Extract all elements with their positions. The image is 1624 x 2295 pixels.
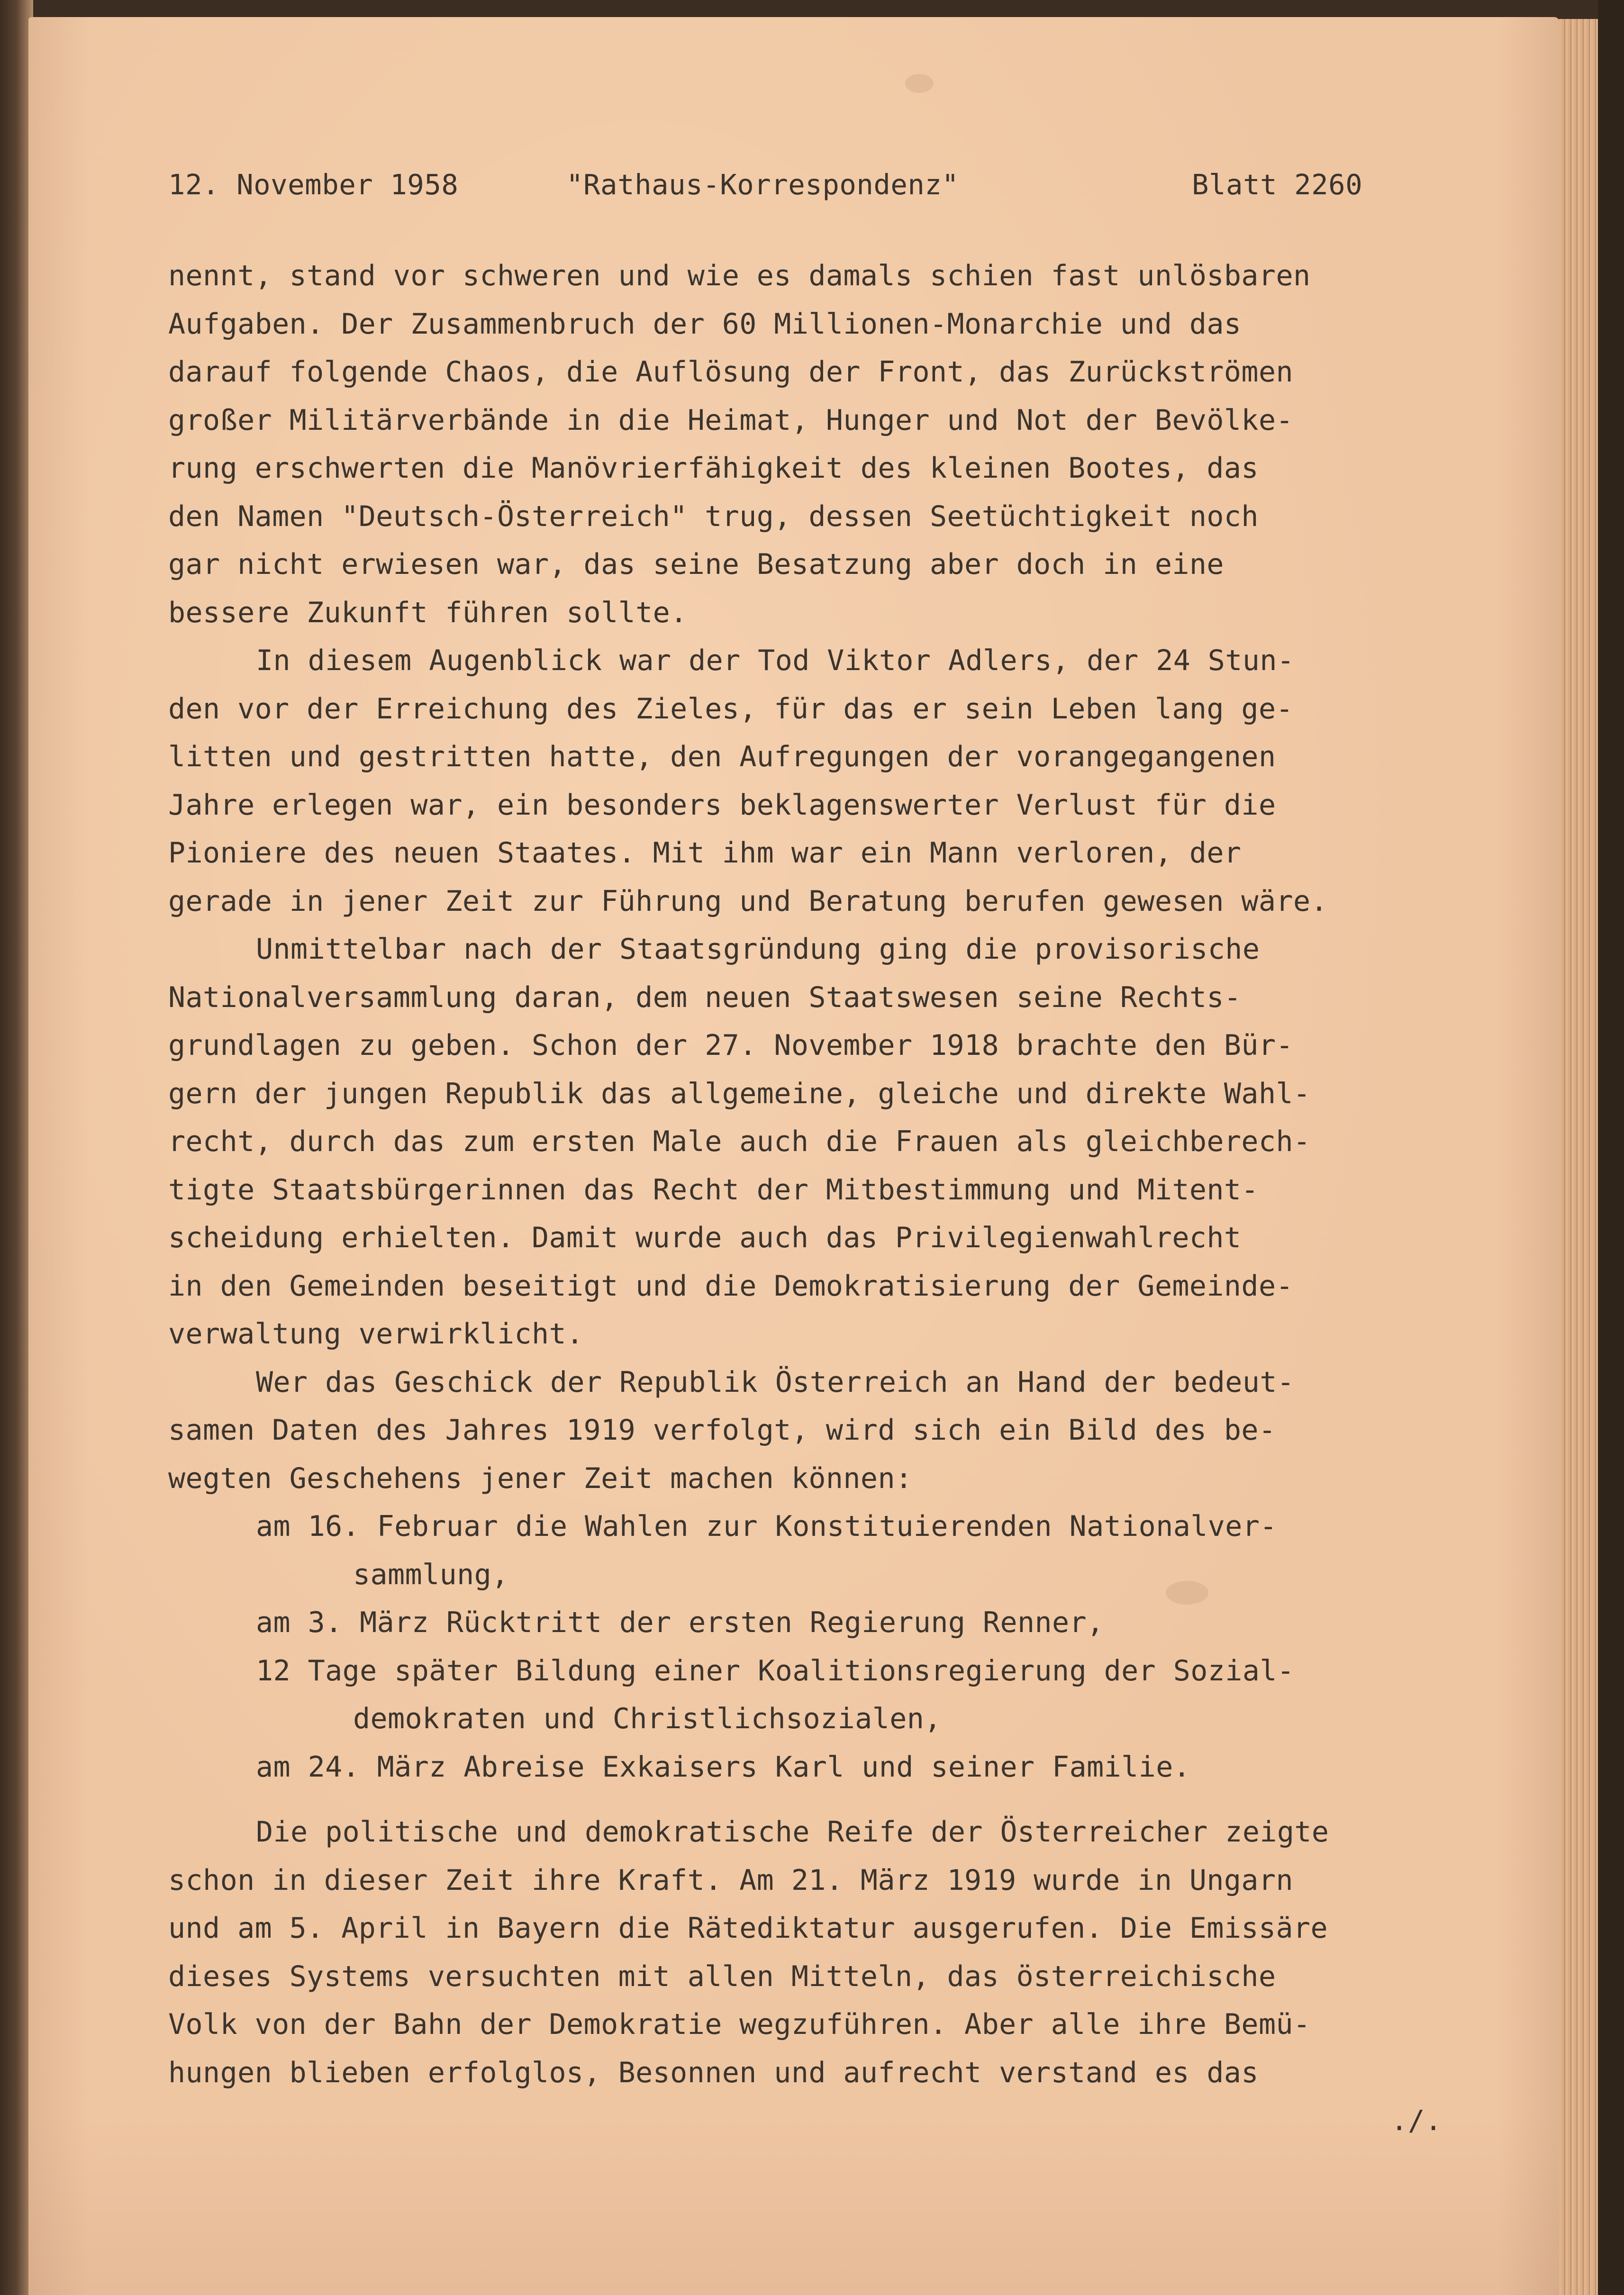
text-line: Die politische und demokratische Reife der Österreicher zeigte bbox=[256, 1815, 1329, 1849]
paragraph-1 bbox=[168, 252, 1486, 637]
text-line: hungen blieben erfolglos, Besonnen und aufrecht verstand es das bbox=[168, 2056, 1259, 2089]
text-line: großer Militärverbände in die Heimat, Hunger und Not der Bevölke- bbox=[168, 403, 1293, 437]
page-header bbox=[168, 168, 1400, 211]
text-line: den vor der Erreichung des Zieles, für das er sein Leben lang ge- bbox=[168, 692, 1293, 726]
text-line: recht, durch das zum ersten Male auch die Frauen als gleichberech- bbox=[168, 1125, 1311, 1158]
text-line: gern der jungen Republik das allgemeine, gleiche und direkte Wahl- bbox=[168, 1077, 1311, 1110]
text-line: Aufgaben. Der Zusammenbruch der 60 Millionen-Monarchie und das bbox=[168, 307, 1242, 341]
text-line: Unmittelbar nach der Staatsgründung ging die provisorische bbox=[256, 933, 1260, 966]
text-line: Nationalversammlung daran, dem neuen Staatswesen seine Rechts- bbox=[168, 980, 1242, 1014]
text-line: Volk von der Bahn der Demokratie wegzuführen. Aber alle ihre Bemü- bbox=[168, 2008, 1311, 2041]
text-line: Wer das Geschick der Republik Österreich an Hand der bedeut- bbox=[256, 1365, 1295, 1399]
header-sheet-number: Blatt 2260 bbox=[1192, 168, 1363, 201]
text-line: tigte Staatsbürgerinnen das Recht der Mitbestimmung und Mitent- bbox=[168, 1173, 1259, 1206]
list-item-continuation: demokraten und Christlichsozialen, bbox=[353, 1702, 942, 1735]
scan-background-right bbox=[1598, 0, 1624, 2295]
continuation-mark: ./. bbox=[1391, 2104, 1443, 2137]
paragraph-2 bbox=[168, 637, 1486, 925]
text-line: litten und gestritten hatte, den Aufregungen der vorangegangenen bbox=[168, 740, 1276, 773]
text-line: darauf folgende Chaos, die Auflösung der Front, das Zurückströmen bbox=[168, 355, 1293, 389]
text-line: Jahre erlegen war, ein besonders beklagenswerter Verlust für die bbox=[168, 788, 1276, 822]
text-line: schon in dieser Zeit ihre Kraft. Am 21. März 1919 wurde in Ungarn bbox=[168, 1863, 1293, 1897]
text-line: wegten Geschehens jener Zeit machen können: bbox=[168, 1461, 913, 1495]
event-list bbox=[168, 1503, 1486, 1791]
paragraph-5 bbox=[168, 1808, 1486, 2097]
text-line: Pioniere des neuen Staates. Mit ihm war ein Mann verloren, der bbox=[168, 836, 1242, 870]
text-line: scheidung erhielten. Damit wurde auch das Privilegienwahlrecht bbox=[168, 1221, 1242, 1254]
header-publication-title: "Rathaus-Korrespondenz" bbox=[566, 168, 959, 201]
list-item: 12 Tage später Bildung einer Koalitionsregierung der Sozial- bbox=[256, 1654, 1295, 1687]
text-line: den Namen "Deutsch-Österreich" trug, dessen Seetüchtigkeit noch bbox=[168, 499, 1259, 533]
text-line: verwaltung verwirklicht. bbox=[168, 1317, 584, 1351]
text-line: rung erschwerten die Manövrierfähigkeit des kleinen Bootes, das bbox=[168, 452, 1259, 485]
text-line: gerade in jener Zeit zur Führung und Beratung berufen gewesen wäre. bbox=[168, 884, 1328, 918]
text-line: in den Gemeinden beseitigt und die Demokratisierung der Gemeinde- bbox=[168, 1269, 1293, 1303]
text-line: samen Daten des Jahres 1919 verfolgt, wird sich ein Bild des be- bbox=[168, 1414, 1276, 1447]
text-line: nennt, stand vor schweren und wie es damals schien fast unlösbaren bbox=[168, 259, 1311, 292]
text-line: grundlagen zu geben. Schon der 27. November 1918 brachte den Bür- bbox=[168, 1029, 1293, 1062]
list-item: am 24. März Abreise Exkaisers Karl und seiner Familie. bbox=[256, 1750, 1191, 1784]
paper-stain bbox=[905, 74, 934, 93]
text-line: In diesem Augenblick war der Tod Viktor Adlers, der 24 Stun- bbox=[256, 644, 1295, 677]
text-line: gar nicht erwiesen war, das seine Besatzung aber doch in eine bbox=[168, 548, 1224, 581]
list-item-continuation: sammlung, bbox=[353, 1558, 509, 1591]
text-line: bessere Zukunft führen sollte. bbox=[168, 596, 688, 629]
scan-background-top bbox=[0, 0, 1624, 19]
text-line: und am 5. April in Bayern die Rätediktatur ausgerufen. Die Emissäre bbox=[168, 1912, 1328, 1945]
paragraph-3 bbox=[168, 925, 1486, 1359]
document-body bbox=[168, 252, 1486, 2097]
list-item: am 16. Februar die Wahlen zur Konstituierenden Nationalver- bbox=[256, 1510, 1277, 1543]
header-date: 12. November 1958 bbox=[168, 168, 459, 201]
text-line: dieses Systems versuchten mit allen Mitteln, das österreichische bbox=[168, 1959, 1276, 1993]
paragraph-4 bbox=[168, 1359, 1486, 1503]
list-item: am 3. März Rücktritt der ersten Regierung Renner, bbox=[256, 1606, 1104, 1639]
